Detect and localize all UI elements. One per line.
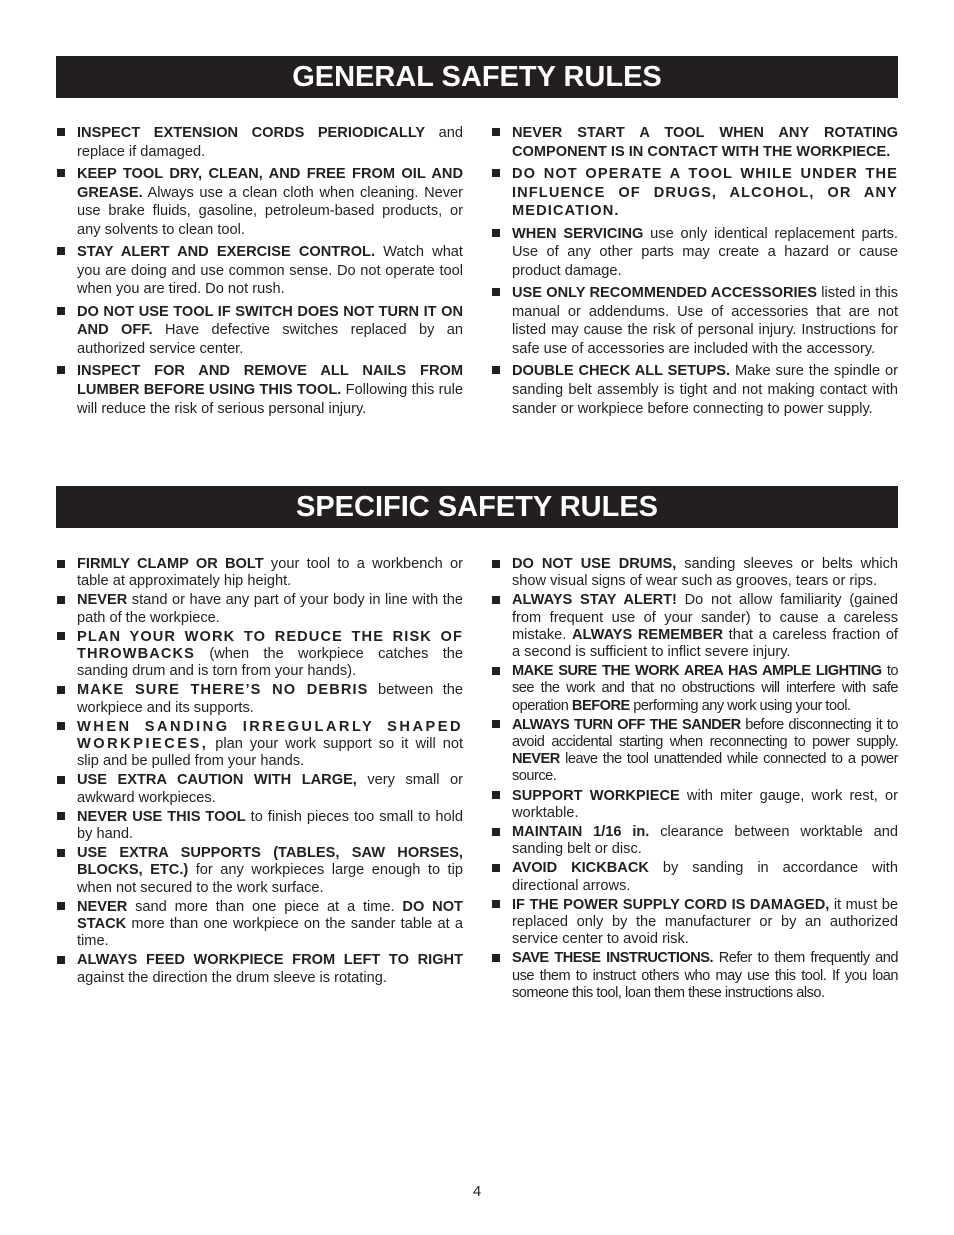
rule-item: INSPECT EXTENSION CORDS PERIODICALLY and replace if damaged. <box>56 124 463 161</box>
rule-item: AVOID KICKBACK by sanding in accordance with directional arrows. <box>491 860 898 894</box>
rule-item: DO NOT USE TOOL IF SWITCH DOES NOT TURN IT ON AND OFF. Have defective switches replaced by an authorized service center. <box>56 303 463 359</box>
rule-item: WHEN SERVICING use only identical replacement parts. Use of any other parts may create a hazard or cause product damage. <box>491 225 898 281</box>
rule-item: KEEP TOOL DRY, CLEAN, AND FREE FROM OIL AND GREASE. Always use a clean cloth when cleaning. Never use brake fluids, gasoline, petroleum-based products, or any solvents to clean tool. <box>56 165 463 239</box>
rule-item: SUPPORT WORKPIECE with miter gauge, work rest, or worktable. <box>491 788 898 822</box>
rule-item: PLAN YOUR WORK TO REDUCE THE RISK OF THROWBACKS (when the workpiece catches the sanding drum and is torn from your hands). <box>56 629 463 681</box>
rule-item: USE EXTRA SUPPORTS (TABLES, SAW HORSES, BLOCKS, ETC.) for any workpieces large enough to tip when not secured to the work surface. <box>56 845 463 897</box>
rule-item: DOUBLE CHECK ALL SETUPS. Make sure the spindle or sanding belt assembly is tight and not making contact with sander or workpiece before connecting to power supply. <box>491 362 898 418</box>
general-rules-left-column <box>56 124 463 422</box>
rule-item: IF THE POWER SUPPLY CORD IS DAMAGED, it must be replaced only by the manufacturer or by an authorized service center to avoid risk. <box>491 897 898 949</box>
general-rules-right-column <box>491 124 898 422</box>
rule-item: SAVE THESE INSTRUCTIONS. Refer to them frequently and use them to instruct others who may use this tool. If you loan someone this tool, loan them these instructions also. <box>491 950 898 1002</box>
rule-item: DO NOT OPERATE A TOOL WHILE UNDER THE INFLUENCE OF DRUGS, ALCOHOL, OR ANY MEDICATION. <box>491 165 898 221</box>
rule-item: NEVER stand or have any part of your body in line with the path of the workpiece. <box>56 592 463 626</box>
specific-safety-rules-heading: SPECIFIC SAFETY RULES <box>56 486 898 528</box>
rule-item: INSPECT FOR AND REMOVE ALL NAILS FROM LUMBER BEFORE USING THIS TOOL. Following this rule will reduce the risk of serious personal injury. <box>56 362 463 418</box>
rule-item: DO NOT USE DRUMS, sanding sleeves or belts which show visual signs of wear such as grooves, tears or rips. <box>491 556 898 590</box>
rule-item: ALWAYS TURN OFF THE SANDER before disconnecting it to avoid accidental starting when reconnecting to power supply. NEVER leave the tool unattended while connected to a power source. <box>491 717 898 786</box>
specific-rules-left-column <box>56 556 463 989</box>
rule-item: NEVER sand more than one piece at a time. DO NOT STACK more than one workpiece on the sander table at a time. <box>56 899 463 951</box>
rule-item: USE ONLY RECOMMENDED ACCESSORIES listed in this manual or addendums. Use of accessories that are not listed may cause the risk of personal injury. Instructions for safe use of accessories are included with the accessory. <box>491 284 898 358</box>
rule-item: FIRMLY CLAMP OR BOLT your tool to a workbench or table at approximately hip height. <box>56 556 463 590</box>
rule-item: STAY ALERT AND EXERCISE CONTROL. Watch what you are doing and use common sense. Do not operate tool when you are tired. Do not rush. <box>56 243 463 299</box>
rule-item: ALWAYS FEED WORKPIECE FROM LEFT TO RIGHT against the direction the drum sleeve is rotating. <box>56 952 463 986</box>
general-safety-rules-heading: GENERAL SAFETY RULES <box>56 56 898 98</box>
rule-item: NEVER START A TOOL WHEN ANY ROTATING COMPONENT IS IN CONTACT WITH THE WORKPIECE. <box>491 124 898 161</box>
rule-item: WHEN SANDING IRREGULARLY SHAPED WORKPIECES, plan your work support so it will not slip and be pulled from your hands. <box>56 719 463 771</box>
rule-item: NEVER USE THIS TOOL to finish pieces too small to hold by hand. <box>56 809 463 843</box>
rule-item: MAKE SURE THE WORK AREA HAS AMPLE LIGHTING to see the work and that no obstructions will interfere with safe operation BEFORE performing any work using your tool. <box>491 663 898 715</box>
rule-item: USE EXTRA CAUTION WITH LARGE, very small or awkward workpieces. <box>56 772 463 806</box>
rule-item: MAINTAIN 1/16 in. clearance between worktable and sanding belt or disc. <box>491 824 898 858</box>
page-number: 4 <box>472 1183 482 1200</box>
specific-rules-right-column <box>491 556 898 1004</box>
rule-item: MAKE SURE THERE’S NO DEBRIS between the workpiece and its supports. <box>56 682 463 716</box>
rule-item: ALWAYS STAY ALERT! Do not allow familiarity (gained from frequent use of your sander) to cause a careless mistake. ALWAYS REMEMBER that a careless fraction of a second is sufficient to inflict severe injury. <box>491 592 898 661</box>
